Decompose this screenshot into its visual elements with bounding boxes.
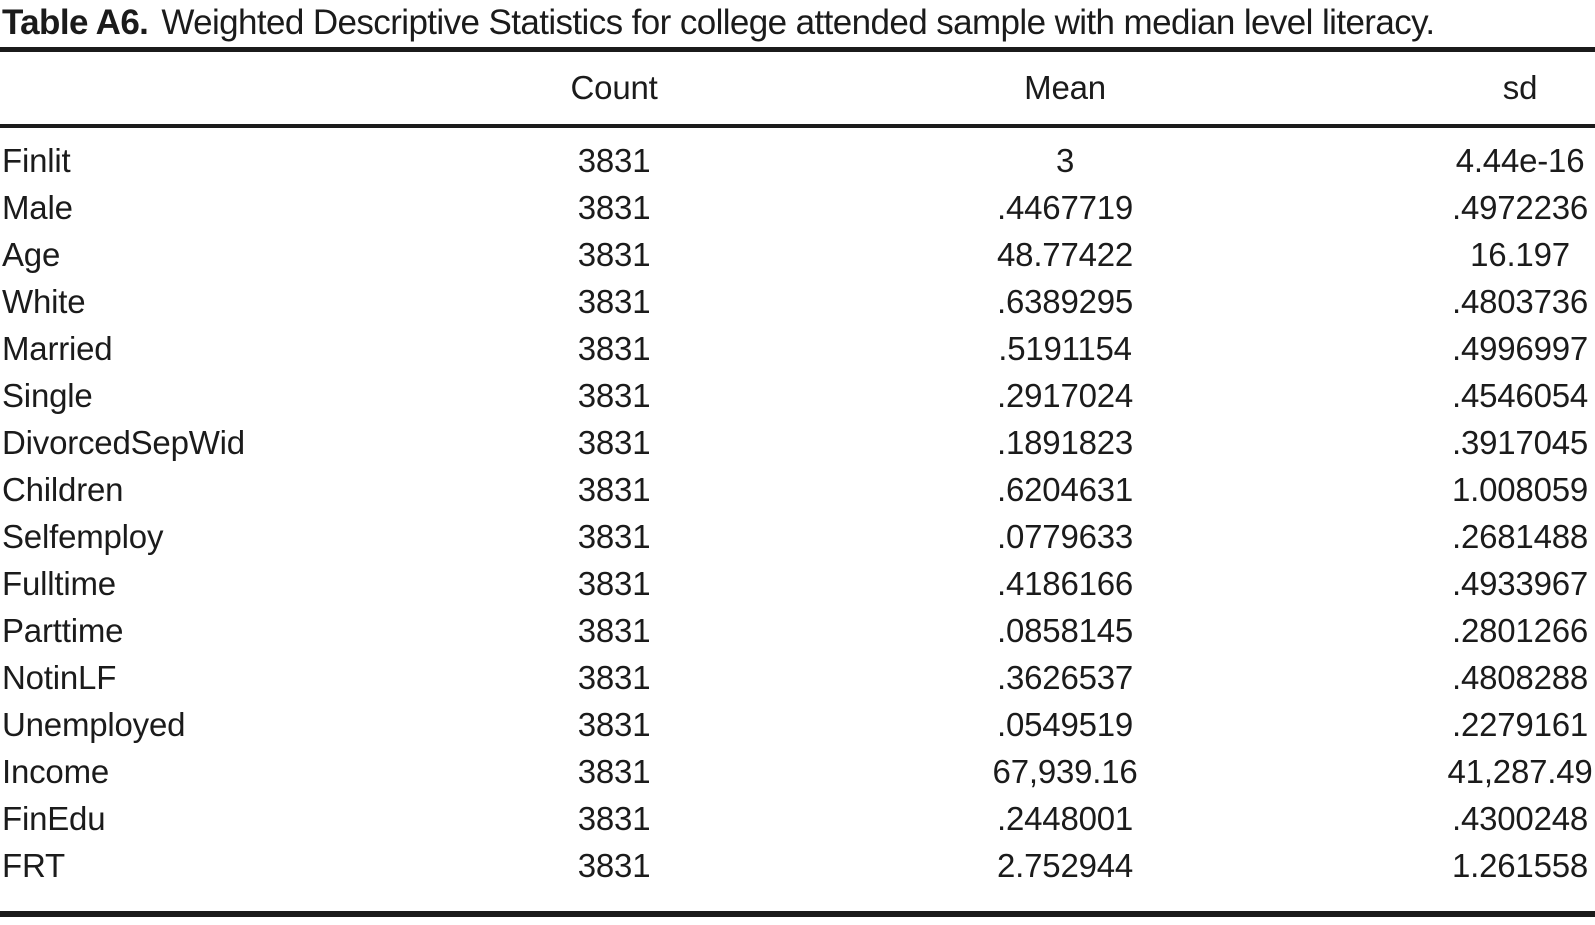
table-row — [0, 607, 1595, 654]
table-row — [0, 654, 1595, 701]
table-body — [0, 126, 1595, 889]
table-row — [0, 325, 1595, 372]
mean-cell: .6389295 — [997, 282, 1134, 320]
sd-cell: .4972236 — [1452, 188, 1589, 226]
count-cell: 3831 — [577, 376, 651, 414]
table-row — [0, 842, 1595, 889]
variable-cell: White — [2, 282, 86, 320]
variable-cell: Age — [2, 235, 61, 273]
table-row — [0, 419, 1595, 466]
variable-cell: Fulltime — [2, 564, 116, 602]
column-header-variable — [0, 52, 543, 126]
table-row — [0, 466, 1595, 513]
table-row — [0, 748, 1595, 795]
sd-cell: .2681488 — [1452, 517, 1589, 555]
mean-cell: 3 — [1055, 141, 1075, 179]
count-cell: 3831 — [577, 517, 651, 555]
mean-cell: .5191154 — [998, 329, 1132, 367]
mean-cell: .0858145 — [997, 611, 1134, 649]
mean-cell: .0549519 — [997, 705, 1134, 743]
count-cell: 3831 — [577, 658, 651, 696]
mean-cell: 2.752944 — [997, 846, 1134, 884]
variable-cell: Male — [2, 188, 73, 226]
table-row — [0, 513, 1595, 560]
variable-cell: Unemployed — [2, 705, 186, 743]
mean-cell: .3626537 — [997, 658, 1134, 696]
variable-cell: Children — [2, 470, 124, 508]
variable-cell: Income — [2, 752, 110, 790]
table-row — [0, 126, 1595, 184]
count-cell: 3831 — [577, 846, 651, 884]
count-cell: 3831 — [577, 188, 651, 226]
variable-cell: FRT — [2, 846, 65, 884]
count-cell: 3831 — [577, 611, 651, 649]
sd-cell: .4996997 — [1452, 329, 1589, 367]
variable-cell: NotinLF — [2, 658, 117, 696]
sd-cell: 16.197 — [1470, 235, 1570, 273]
sd-cell: 1.261558 — [1452, 846, 1589, 884]
table-row — [0, 278, 1595, 325]
mean-cell: .1891823 — [997, 423, 1134, 461]
column-header-sd: sd — [1445, 52, 1595, 126]
count-cell: 3831 — [577, 752, 651, 790]
sd-cell: .4933967 — [1452, 564, 1589, 602]
mean-cell: 48.77422 — [997, 235, 1134, 273]
mean-cell: .2917024 — [997, 376, 1134, 414]
sd-cell: 41,287.49 — [1447, 752, 1593, 790]
variable-cell: Single — [2, 376, 93, 414]
count-cell: 3831 — [577, 329, 651, 367]
variable-cell: FinEdu — [2, 799, 106, 837]
sd-cell: 4.44e-16 — [1455, 141, 1585, 179]
column-header-count: Count — [543, 52, 685, 126]
table-row — [0, 231, 1595, 278]
count-cell: 3831 — [577, 799, 651, 837]
variable-cell: Married — [2, 329, 113, 367]
sd-cell: .4300248 — [1452, 799, 1589, 837]
count-cell: 3831 — [577, 141, 651, 179]
page-title — [0, 0, 1595, 47]
column-header-mean: Mean — [685, 52, 1445, 126]
table-number-label: Table A6. — [2, 3, 149, 42]
table-row — [0, 701, 1595, 748]
header-row — [0, 52, 1595, 126]
sd-cell: .2279161 — [1452, 705, 1589, 743]
sd-cell: .3917045 — [1452, 423, 1589, 461]
variable-cell: Parttime — [2, 611, 124, 649]
table-title-text: Weighted Descriptive Statistics for college attended sample with median level literacy. — [161, 3, 1435, 42]
count-cell: 3831 — [577, 564, 651, 602]
table-row — [0, 184, 1595, 231]
mean-cell: .6204631 — [997, 470, 1134, 508]
table-row — [0, 795, 1595, 842]
variable-cell: Finlit — [2, 141, 71, 179]
variable-cell: Selfemploy — [2, 517, 164, 555]
sd-cell: .4546054 — [1452, 376, 1589, 414]
variable-cell: DivorcedSepWid — [2, 423, 245, 461]
sd-cell: .4808288 — [1452, 658, 1589, 696]
descriptive-stats-table — [0, 52, 1595, 889]
mean-cell: 67,939.16 — [992, 752, 1138, 790]
count-cell: 3831 — [577, 423, 651, 461]
sd-cell: .4803736 — [1452, 282, 1589, 320]
count-cell: 3831 — [577, 235, 651, 273]
mean-cell: .4467719 — [997, 188, 1134, 226]
sd-cell: .2801266 — [1452, 611, 1589, 649]
table-row — [0, 560, 1595, 607]
table-bottom-rule — [0, 911, 1595, 917]
count-cell: 3831 — [577, 282, 651, 320]
count-cell: 3831 — [577, 470, 651, 508]
count-cell: 3831 — [577, 705, 651, 743]
sd-cell: 1.008059 — [1452, 470, 1589, 508]
table-header — [0, 52, 1595, 126]
mean-cell: .2448001 — [997, 799, 1134, 837]
mean-cell: .4186166 — [997, 564, 1134, 602]
table-row — [0, 372, 1595, 419]
mean-cell: .0779633 — [997, 517, 1134, 555]
